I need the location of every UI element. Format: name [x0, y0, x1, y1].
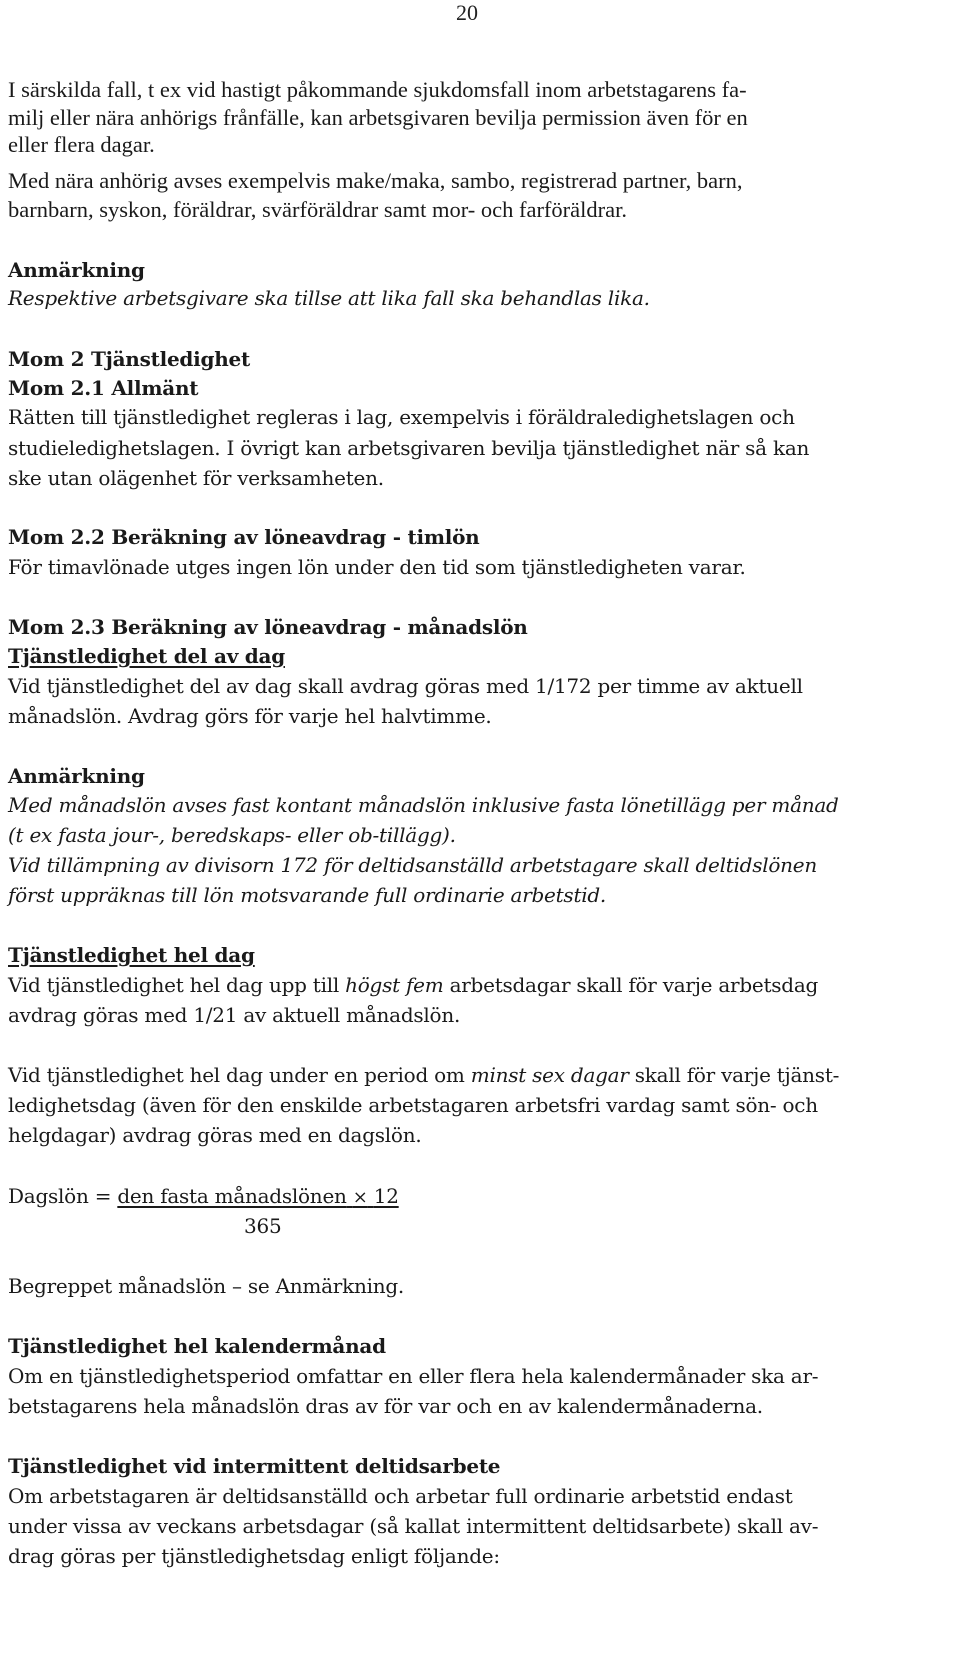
emphasis: minst sex dagar	[470, 1063, 629, 1087]
text: skall för varje tjänst-	[628, 1063, 840, 1087]
paragraph-line: helgdagar) avdrag göras med en dagslön.	[8, 1123, 422, 1147]
subsection-heading: Mom 2.2 Beräkning av löneavdrag - timlön	[8, 525, 480, 549]
note-heading: Anmärkning	[8, 258, 145, 282]
note-text: Med månadslön avses fast kontant månadslön inklusive fasta lönetillägg per månad	[8, 793, 839, 817]
paragraph-line: Med nära anhörig avses exempelvis make/maka, sambo, registrerad partner, barn,	[8, 168, 743, 193]
formula-line	[8, 1182, 399, 1212]
subheading: Tjänstledighet vid intermittent deltidsarbete	[8, 1454, 501, 1478]
note-text: Vid tillämpning av divisorn 172 för deltidsanställd arbetstagare skall deltidslönen	[8, 853, 818, 877]
paragraph-line: avdrag göras med 1/21 av aktuell månadslön.	[8, 1003, 461, 1027]
emphasis: högst fem	[345, 973, 444, 997]
subheading: Tjänstledighet del av dag	[8, 644, 285, 668]
paragraph-line: drag göras per tjänstledighetsdag enligt följande:	[8, 1544, 500, 1568]
subheading: Tjänstledighet hel kalendermånad	[8, 1334, 386, 1358]
paragraph-line	[8, 76, 952, 104]
formula-denominator: 365	[244, 1214, 282, 1238]
subsection-heading: Mom 2.1 Allmänt	[8, 376, 199, 400]
text: Vid tjänstledighet hel dag under en period om	[8, 1063, 471, 1087]
formula-numerator-text: den fasta månadslönen	[117, 1184, 347, 1208]
paragraph-line: studieledighetslagen. I övrigt kan arbetsgivaren bevilja tjänstledighet när så kan	[8, 436, 810, 460]
text: Vid tjänstledighet hel dag upp till	[8, 973, 346, 997]
text: arbetsdagar skall för varje arbetsdag	[443, 973, 819, 997]
subheading: Tjänstledighet hel dag	[8, 943, 255, 967]
page-number: 20	[456, 0, 478, 25]
note-text: först uppräknas till lön motsvarande full ordinarie arbetstid.	[8, 883, 607, 907]
note-heading: Anmärkning	[8, 764, 145, 788]
formula-factor: 12	[373, 1184, 399, 1208]
section-heading: Mom 2 Tjänstledighet	[8, 347, 250, 371]
paragraph-line: månadslön. Avdrag görs för varje hel halvtimme.	[8, 704, 492, 728]
paragraph-line: barnbarn, syskon, föräldrar, svärföräldrar samt mor- och farföräldrar.	[8, 197, 628, 222]
formula-lhs: Dagslön =	[8, 1184, 118, 1208]
paragraph-line: Om en tjänstledighetsperiod omfattar en eller flera hela kalendermånader ska ar-	[8, 1364, 819, 1388]
text: milj eller nära anhörigs frånfälle, kan arbetsgivaren bevilja permission även för en	[8, 105, 748, 130]
multiply-icon: ×	[352, 1187, 368, 1208]
text: I särskilda fall, t ex vid hastigt påkommande sjukdomsfall inom arbetstagarens fa-	[8, 77, 747, 102]
paragraph-line: Begreppet månadslön – se Anmärkning.	[8, 1274, 405, 1298]
subsection-heading: Mom 2.3 Beräkning av löneavdrag - månadslön	[8, 615, 528, 639]
formula-numerator	[117, 1184, 398, 1208]
paragraph-line	[8, 104, 952, 132]
paragraph-line	[8, 971, 818, 999]
paragraph-line: Vid tjänstledighet del av dag skall avdrag göras med 1/172 per timme av aktuell	[8, 674, 803, 698]
paragraph-line	[8, 1061, 839, 1089]
paragraph-line: ske utan olägenhet för verksamheten.	[8, 466, 384, 490]
note-text: Respektive arbetsgivare ska tillse att lika fall ska behandlas lika.	[8, 286, 650, 310]
paragraph-line: ledighetsdag (även för den enskilde arbetstagaren arbetsfri vardag samt sön- och	[8, 1093, 818, 1117]
paragraph-line: Om arbetstagaren är deltidsanställd och arbetar full ordinarie arbetstid endast	[8, 1484, 793, 1508]
paragraph-line: Rätten till tjänstledighet regleras i lag, exempelvis i föräldraledighetslagen och	[8, 405, 795, 429]
paragraph-line: eller flera dagar.	[8, 132, 155, 157]
paragraph-line: betstagarens hela månadslön dras av för var och en av kalendermånaderna.	[8, 1394, 763, 1418]
note-text: (t ex fasta jour-, beredskaps- eller ob-tillägg).	[8, 823, 456, 847]
paragraph-line: under vissa av veckans arbetsdagar (så kallat intermittent deltidsarbete) skall av-	[8, 1514, 819, 1538]
paragraph-line: För timavlönade utges ingen lön under den tid som tjänstledigheten varar.	[8, 555, 746, 579]
